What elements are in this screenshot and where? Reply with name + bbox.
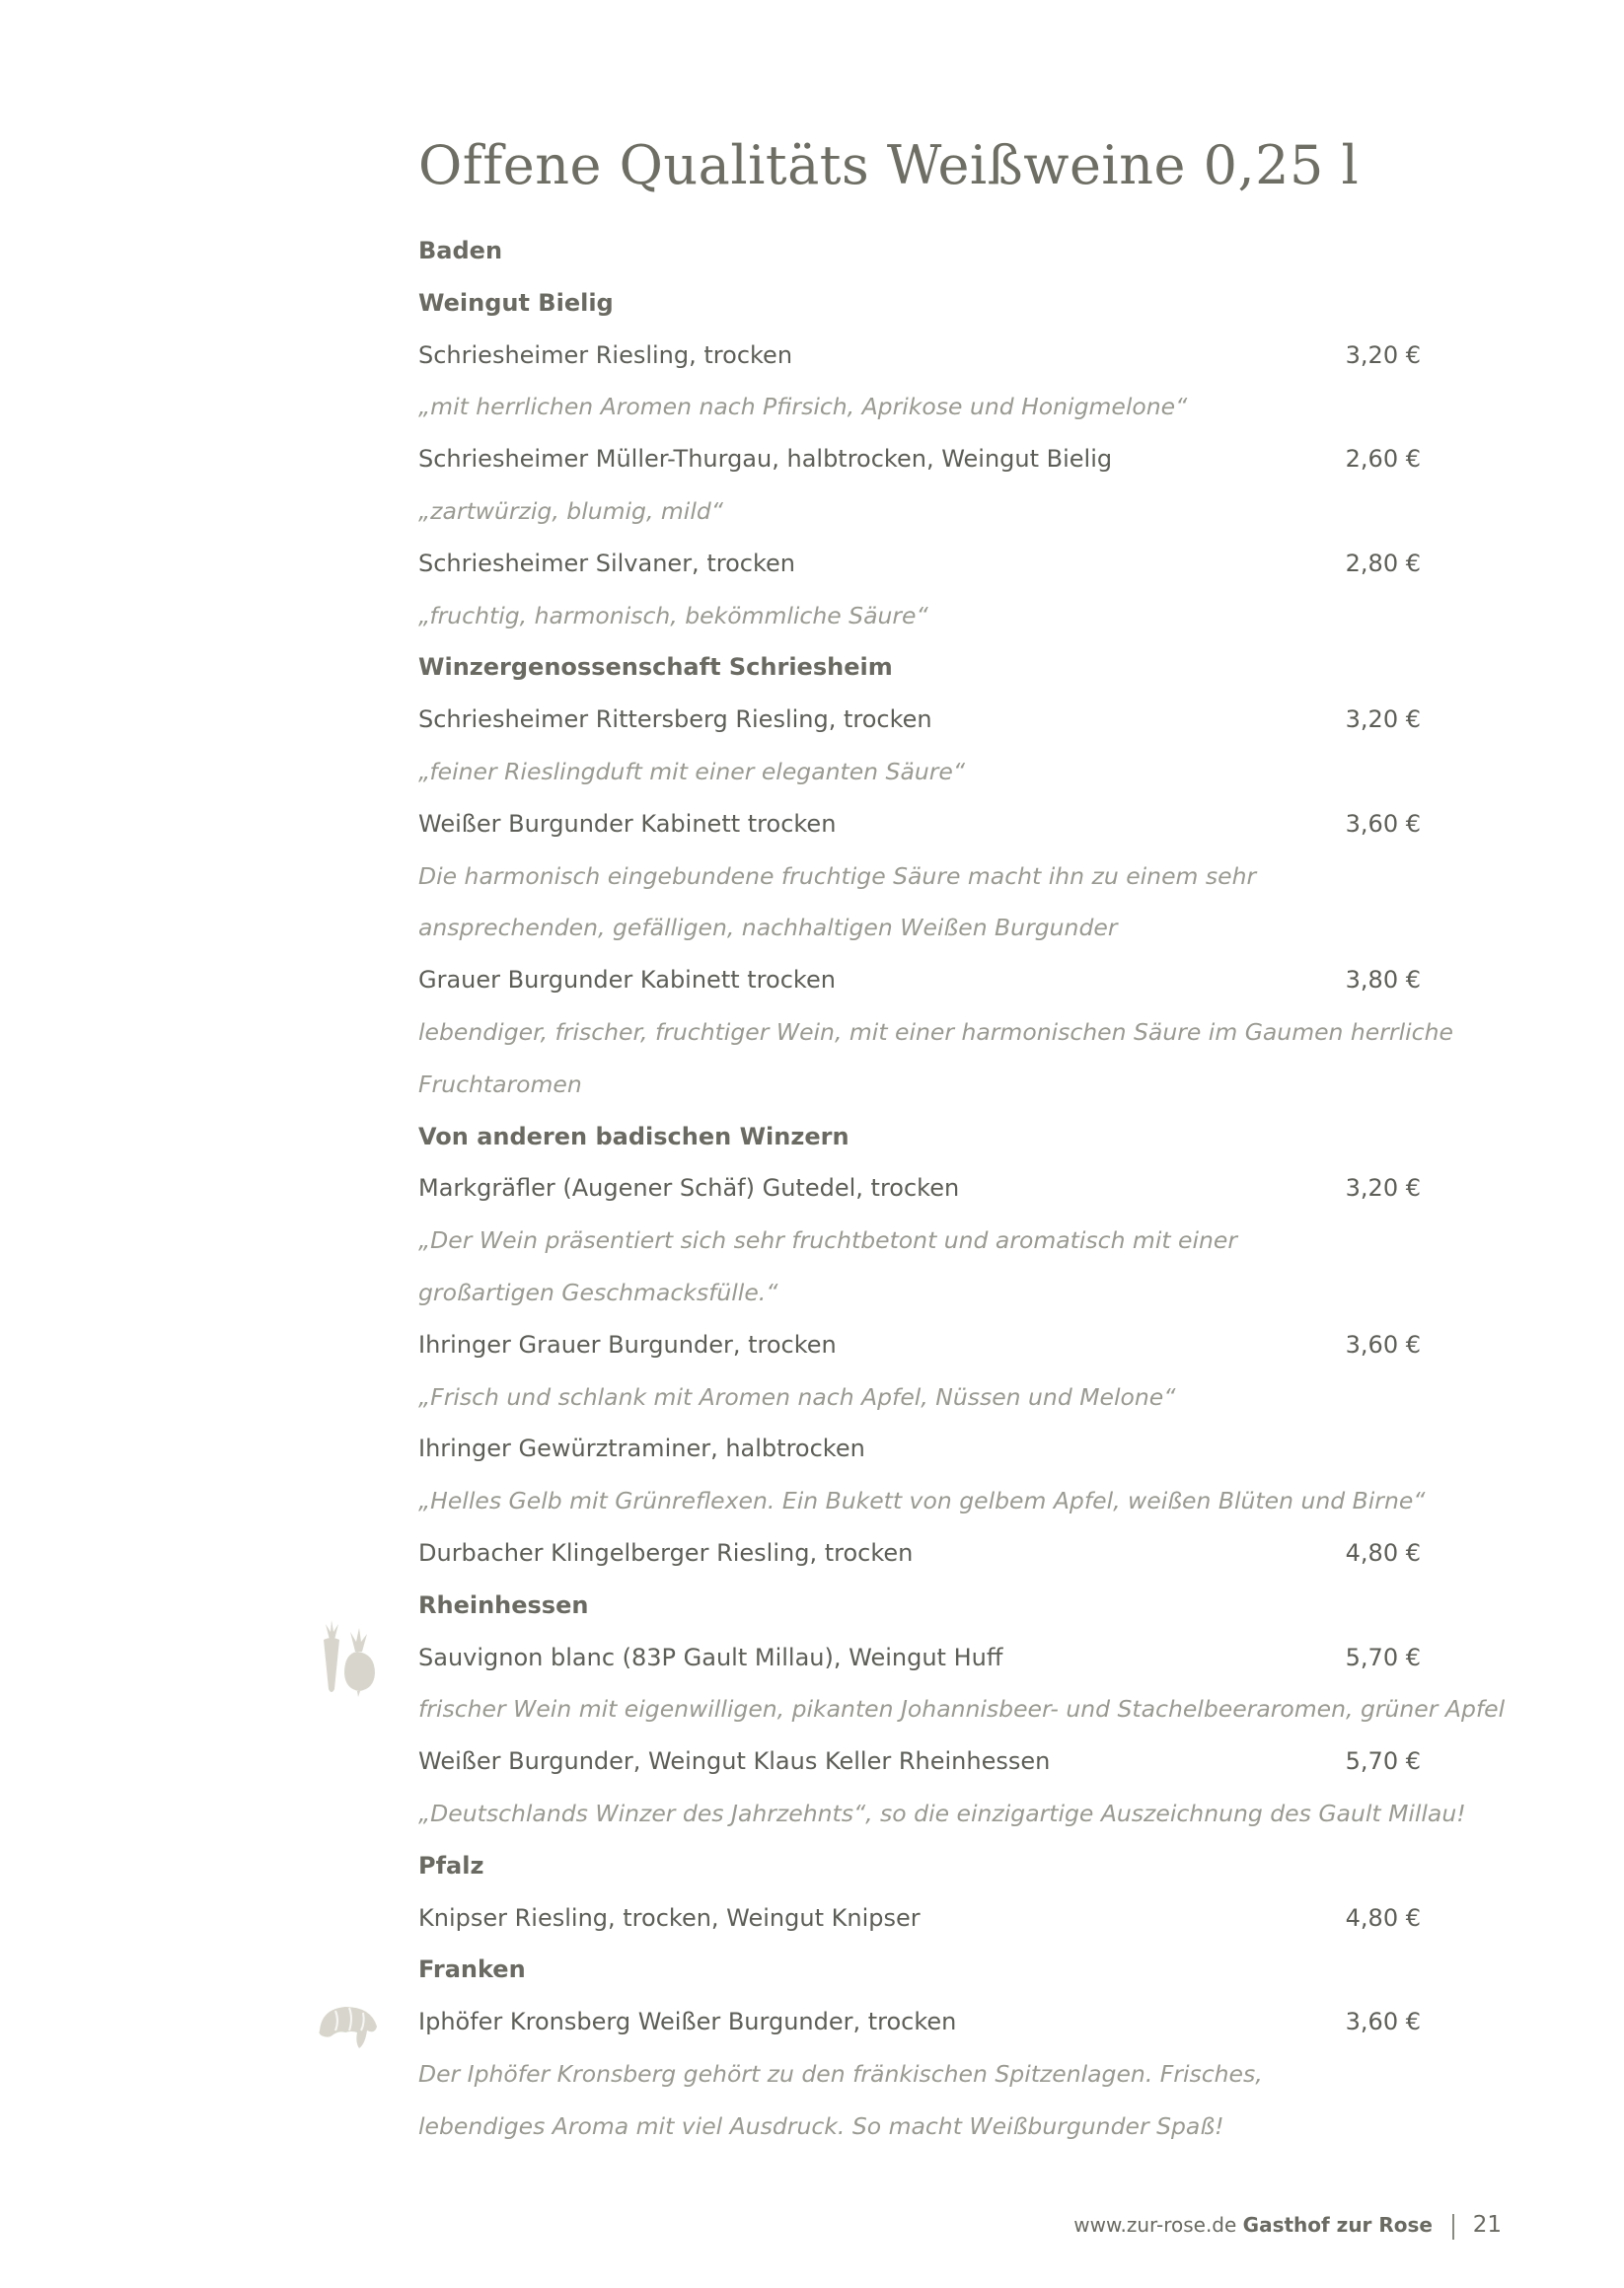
wine-price: 4,80 € (1345, 1538, 1421, 1567)
wine-description: „Helles Gelb mit Grünreflexen. Ein Bukett von gelbem Apfel, weißen Blüten und Birne“ (418, 1487, 1426, 1515)
wine-description: lebendiges Aroma mit viel Ausdruck. So macht Weißburgunder Spaß! (418, 2111, 1224, 2140)
vegetables-icon (318, 1618, 379, 1697)
wine-name: Ihringer Grauer Burgunder, trocken (418, 1330, 837, 1359)
wine-name: Ihringer Gewürztraminer, halbtrocken (418, 1435, 865, 1463)
section-heading: Weingut Bielig (418, 288, 614, 317)
section-heading: Pfalz (418, 1851, 484, 1880)
wine-item (418, 1319, 1421, 1371)
wine-price: 5,70 € (1345, 1747, 1421, 1776)
page-number: 21 (1472, 2212, 1502, 2238)
wine-price: 2,60 € (1345, 445, 1421, 474)
wine-item (418, 1892, 1421, 1945)
wine-item (418, 1735, 1421, 1788)
wine-price: 2,80 € (1345, 549, 1421, 577)
wine-name: Knipser Riesling, trocken, Weingut Knipser (418, 1903, 921, 1932)
wine-name: Schriesheimer Müller-Thurgau, halbtrocken, Weingut Bielig (418, 445, 1113, 474)
section-heading: Von anderen badischen Winzern (418, 1122, 849, 1150)
footer-brand: Gasthof zur Rose (1242, 2213, 1433, 2237)
wine-description: lebendiger, frischer, fruchtiger Wein, mit einer harmonischen Säure im Gaumen herrliche (418, 1017, 1453, 1046)
wine-name: Weißer Burgunder, Weingut Klaus Keller Rheinhessen (418, 1747, 1051, 1776)
wine-name: Sauvignon blanc (83P Gault Millau), Weingut Huff (418, 1643, 1003, 1671)
wine-name: Markgräfler (Augener Schäf) Gutedel, trocken (418, 1174, 960, 1203)
wine-price: 3,60 € (1345, 2008, 1421, 2036)
wine-description: ansprechenden, gefälligen, nachhaltigen Weißen Burgunder (418, 914, 1118, 942)
wine-list (418, 225, 1506, 2152)
wine-item (418, 330, 1421, 382)
wine-item (418, 798, 1421, 850)
wine-item (418, 694, 1421, 746)
section-heading: Franken (418, 1956, 526, 1984)
wine-description: „feiner Rieslingduft mit einer eleganten Säure“ (418, 757, 966, 785)
wine-description: „Frisch und schlank mit Aromen nach Apfel, Nüssen und Melone“ (418, 1382, 1176, 1411)
wine-description: Fruchtaromen (418, 1070, 582, 1098)
wine-item (418, 1527, 1421, 1580)
wine-item (418, 1423, 1421, 1475)
wine-name: Weißer Burgunder Kabinett trocken (418, 809, 837, 838)
croissant-icon (316, 2001, 381, 2052)
wine-name: Durbacher Klingelberger Riesling, trocken (418, 1538, 914, 1567)
wine-description: „fruchtig, harmonisch, bekömmliche Säure“ (418, 601, 928, 629)
wine-description: „Deutschlands Winzer des Jahrzehnts“, so die einzigartige Auszeichnung des Gault Millau! (418, 1799, 1466, 1827)
wine-item (418, 433, 1421, 485)
wine-name: Schriesheimer Riesling, trocken (418, 340, 793, 369)
wine-description: Die harmonisch eingebundene fruchtige Säure macht ihn zu einem sehr (418, 861, 1257, 890)
footer (1073, 2210, 1502, 2240)
wine-price: 3,60 € (1345, 1330, 1421, 1359)
section-heading: Winzergenossenschaft Schriesheim (418, 653, 893, 682)
wine-price: 3,20 € (1345, 1174, 1421, 1203)
wine-price: 3,80 € (1345, 966, 1421, 995)
section-heading: Rheinhessen (418, 1590, 589, 1619)
wine-price: 3,20 € (1345, 705, 1421, 734)
wine-item (418, 1996, 1421, 2048)
wine-item (418, 1632, 1421, 1684)
wine-price: 3,20 € (1345, 340, 1421, 369)
wine-name: Grauer Burgunder Kabinett trocken (418, 966, 836, 995)
wine-item (418, 538, 1421, 590)
page-title: Offene Qualitäts Weißweine 0,25 l (418, 134, 1360, 196)
footer-divider (1452, 2214, 1454, 2240)
wine-description: „mit herrlichen Aromen nach Pfirsich, Aprikose und Honigmelone“ (418, 393, 1188, 421)
wine-item (418, 954, 1421, 1006)
wine-price: 3,60 € (1345, 809, 1421, 838)
section-heading: Baden (418, 237, 503, 264)
wine-price: 4,80 € (1345, 1903, 1421, 1932)
wine-item (418, 1162, 1421, 1215)
wine-name: Schriesheimer Rittersberg Riesling, trocken (418, 705, 932, 734)
wine-name: Schriesheimer Silvaner, trocken (418, 549, 795, 577)
wine-price: 5,70 € (1345, 1643, 1421, 1671)
wine-description: „Der Wein präsentiert sich sehr fruchtbetont und aromatisch mit einer (418, 1226, 1238, 1255)
wine-description: Der Iphöfer Kronsberg gehört zu den fränkischen Spitzenlagen. Frisches, (418, 2059, 1263, 2088)
wine-description: frischer Wein mit eigenwilligen, pikanten Johannisbeer- und Stachelbeeraromen, grüner Apfel (418, 1695, 1506, 1724)
wine-name: Iphöfer Kronsberg Weißer Burgunder, trocken (418, 2008, 957, 2036)
footer-url[interactable]: www.zur-rose.de (1073, 2213, 1237, 2237)
wine-description: großartigen Geschmacksfülle.“ (418, 1278, 778, 1306)
wine-description: „zartwürzig, blumig, mild“ (418, 496, 723, 525)
